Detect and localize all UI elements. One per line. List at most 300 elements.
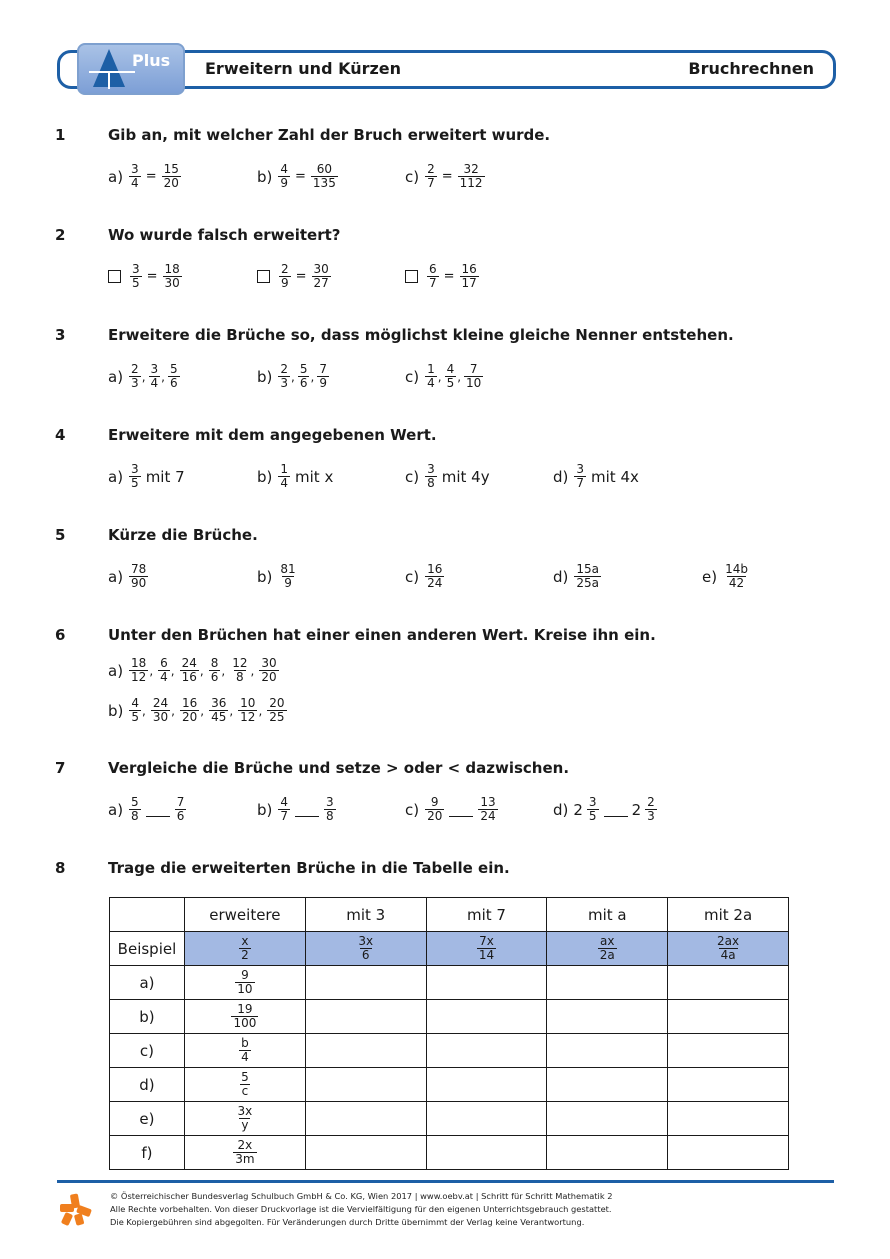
fraction (162, 163, 181, 190)
denominator: 7 (280, 809, 289, 823)
exercise-item (257, 563, 299, 590)
item-text: mit 4y (441, 467, 490, 486)
exercise-item (108, 263, 183, 290)
exercise-item (257, 796, 337, 823)
numerator: 3 (132, 262, 140, 276)
denominator: 5 (588, 809, 597, 823)
numerator: 4 (280, 162, 289, 176)
table-row (110, 1136, 789, 1170)
example-cell (668, 932, 789, 966)
comma: , (149, 664, 154, 678)
comma: , (221, 664, 226, 678)
numerator: 4 (131, 696, 140, 710)
fraction (425, 563, 444, 590)
table-row (110, 1102, 789, 1136)
denominator: 6 (361, 948, 370, 962)
answer-cell[interactable] (426, 1102, 547, 1136)
numerator: 9 (430, 795, 439, 809)
fraction (425, 463, 437, 490)
denominator: 10 (466, 376, 482, 390)
answer-cell[interactable] (305, 1136, 426, 1170)
denominator: 9 (284, 576, 292, 590)
numerator: 7 (469, 362, 478, 376)
denominator: 20 (181, 710, 198, 724)
item-label: b) (257, 167, 273, 186)
comma: , (258, 704, 263, 718)
denominator: 9 (281, 276, 289, 290)
numerator: 2 (427, 162, 435, 176)
numerator: 12 (232, 656, 248, 670)
fraction (356, 935, 375, 962)
denominator: 8 (326, 809, 334, 823)
publisher-logo-icon (58, 1192, 92, 1226)
exercise-item (405, 563, 445, 590)
numerator: 30 (261, 656, 277, 670)
fraction (129, 657, 148, 684)
fraction (723, 563, 750, 590)
task-text: Gib an, mit welcher Zahl der Bruch erweitert wurde. (108, 126, 551, 144)
denominator: 90 (131, 576, 147, 590)
denominator: 24 (480, 809, 496, 823)
numerator: 3 (588, 795, 597, 809)
denominator: 5 (446, 376, 455, 390)
table-row (110, 1068, 789, 1102)
fraction (324, 796, 336, 823)
item-label: a) (108, 567, 124, 586)
table-example-row (110, 932, 789, 966)
fraction (151, 697, 170, 724)
numerator: 20 (269, 696, 285, 710)
answer-cell[interactable] (426, 966, 547, 1000)
denominator: 45 (211, 710, 227, 724)
numerator: 6 (429, 262, 437, 276)
checkbox[interactable] (405, 270, 418, 283)
numerator: 7 (319, 362, 327, 376)
numerator: 3 (131, 462, 139, 476)
denominator: 24 (427, 576, 443, 590)
numerator: 24 (181, 656, 197, 670)
fraction (230, 657, 249, 684)
denominator: 7 (576, 476, 585, 490)
answer-cell[interactable] (305, 1068, 426, 1102)
denominator: c (241, 1084, 249, 1098)
fraction (460, 263, 479, 290)
denominator: 12 (131, 670, 147, 684)
item-label: d) (553, 567, 569, 586)
exercise-item (405, 463, 490, 490)
item-label: b) (257, 467, 273, 486)
table-header-row (110, 898, 789, 932)
numerator: 5 (131, 795, 139, 809)
fraction (180, 697, 199, 724)
numerator: 3x (237, 1104, 253, 1118)
item-label: a) (108, 367, 124, 386)
denominator: 7 (427, 176, 435, 190)
table-header-cell (110, 898, 185, 932)
table-row (110, 1000, 789, 1034)
worksheet-title: Erweitern und Kürzen (205, 59, 402, 78)
fraction (239, 1037, 251, 1064)
task-number: 2 (55, 226, 66, 244)
fraction (279, 263, 291, 290)
item-label: c) (405, 367, 420, 386)
fraction (312, 263, 331, 290)
fraction (425, 363, 437, 390)
exercise-item (108, 563, 149, 590)
answer-cell[interactable] (547, 1034, 668, 1068)
numerator: 10 (240, 696, 256, 710)
fraction (645, 796, 657, 823)
item-label: c) (405, 567, 420, 586)
row-label: c) (110, 1034, 185, 1068)
answer-cell[interactable] (668, 966, 789, 1000)
exercise-item (257, 163, 339, 190)
fraction (236, 1105, 255, 1132)
row-label: d) (110, 1068, 185, 1102)
answer-cell[interactable] (547, 1068, 668, 1102)
denominator: 10 (237, 982, 253, 996)
fraction (129, 463, 141, 490)
fraction (158, 657, 170, 684)
denominator: 6 (210, 670, 219, 684)
fraction (278, 163, 290, 190)
answer-cell[interactable] (305, 1000, 426, 1034)
checkbox[interactable] (257, 270, 270, 283)
example-cell (305, 932, 426, 966)
numerator: 6 (160, 656, 168, 670)
denominator: 135 (312, 176, 336, 190)
item-text: mit 4x (591, 467, 639, 486)
numerator: 5 (299, 362, 308, 376)
table-row (110, 1034, 789, 1068)
numerator: b (241, 1036, 249, 1050)
row-label: e) (110, 1102, 185, 1136)
footer-line (57, 1180, 834, 1183)
denominator: 8 (131, 809, 139, 823)
comma: , (199, 664, 204, 678)
item-label: b) (257, 367, 273, 386)
denominator: 3 (280, 376, 289, 390)
denominator: 6 (299, 376, 308, 390)
denominator: 9 (319, 376, 327, 390)
denominator: 4 (427, 376, 435, 390)
whole-number: 2 (631, 800, 642, 819)
comma: , (161, 370, 165, 384)
fraction (478, 796, 497, 823)
answer-cell[interactable] (668, 1136, 789, 1170)
denominator: 8 (236, 670, 244, 684)
table-row (110, 966, 789, 1000)
row-fraction-cell (184, 1034, 305, 1068)
numerator: 13 (480, 795, 496, 809)
denominator: 3 (131, 376, 139, 390)
equals-sign: = (146, 269, 158, 284)
answer-cell[interactable] (426, 1034, 547, 1068)
answer-cell[interactable] (426, 1068, 547, 1102)
task-number: 4 (55, 426, 66, 444)
checkbox[interactable] (108, 270, 121, 283)
comma: , (457, 370, 462, 384)
numerator: 81 (280, 562, 296, 576)
denominator: 112 (459, 176, 483, 190)
fraction (235, 969, 254, 996)
row-fraction-cell (184, 1102, 305, 1136)
numerator: 2 (131, 362, 139, 376)
denominator: 5 (132, 276, 140, 290)
numerator: 1 (280, 462, 289, 476)
task-text: Unter den Brüchen hat einer einen anderen Wert. Kreise ihn ein. (108, 626, 656, 644)
task-number: 8 (55, 859, 66, 877)
denominator: 4a (720, 948, 736, 962)
fraction (129, 363, 141, 390)
fraction (278, 796, 290, 823)
denominator: 4 (150, 376, 159, 390)
numerator: 2x (237, 1138, 253, 1152)
comma: , (250, 664, 255, 678)
exercise-item (108, 697, 288, 724)
item-text: mit 7 (145, 467, 185, 486)
task-number: 6 (55, 626, 66, 644)
numerator: 14b (725, 562, 748, 576)
denominator: 4 (280, 476, 289, 490)
row-fraction-cell (184, 1136, 305, 1170)
denominator: 17 (461, 276, 477, 290)
numerator: 3 (576, 462, 585, 476)
row-fraction-cell (184, 1000, 305, 1034)
equals-sign: = (295, 269, 307, 284)
exercise-item (108, 796, 187, 823)
fraction (278, 363, 290, 390)
answer-cell[interactable] (668, 1034, 789, 1068)
extension-table (109, 897, 789, 1170)
item-label: a) (108, 800, 124, 819)
task-text: Kürze die Brüche. (108, 526, 258, 544)
logo-label: Plus (132, 51, 171, 70)
denominator: 9 (280, 176, 289, 190)
answer-cell[interactable] (668, 1068, 789, 1102)
numerator: 15 (163, 162, 179, 176)
numerator: 2 (281, 262, 289, 276)
numerator: 3 (131, 162, 139, 176)
denominator: 6 (176, 809, 185, 823)
numerator: x (241, 934, 249, 948)
fraction (574, 563, 601, 590)
answer-cell[interactable] (426, 1000, 547, 1034)
fraction (445, 363, 457, 390)
item-label: b) (257, 567, 273, 586)
whole-number: 2 (573, 800, 583, 819)
fraction (175, 796, 187, 823)
comma: , (310, 370, 315, 384)
denominator: 5 (131, 476, 139, 490)
numerator: 78 (131, 562, 147, 576)
table-header-cell: mit a (547, 898, 668, 932)
fraction (209, 657, 221, 684)
task-text: Vergleiche die Brüche und setze > oder < dazwischen. (108, 759, 570, 777)
numerator: 36 (211, 696, 227, 710)
task-number: 3 (55, 326, 66, 344)
fraction (587, 796, 599, 823)
table-header-cell: mit 3 (305, 898, 426, 932)
exercise-item (553, 796, 658, 823)
item-label: d) (553, 467, 569, 486)
comma: , (171, 704, 175, 718)
comma: , (200, 704, 205, 718)
fraction (238, 697, 257, 724)
numerator: 5 (169, 362, 178, 376)
item-label: a) (108, 661, 124, 680)
answer-cell[interactable] (305, 966, 426, 1000)
comma: , (170, 664, 175, 678)
numerator: 24 (152, 696, 169, 710)
footer-text (110, 1190, 613, 1229)
denominator: 16 (181, 670, 197, 684)
numerator: 16 (461, 262, 477, 276)
numerator: 4 (280, 795, 289, 809)
task-text: Wo wurde falsch erweitert? (108, 226, 341, 244)
denominator: 12 (240, 710, 256, 724)
numerator: 7x (479, 934, 494, 948)
exercise-item (405, 363, 484, 390)
answer-cell[interactable] (305, 1034, 426, 1068)
fraction (574, 463, 586, 490)
task-number: 7 (55, 759, 66, 777)
fraction (598, 935, 617, 962)
fraction (239, 1071, 251, 1098)
comma: , (229, 704, 234, 718)
fraction (458, 163, 485, 190)
exercise-item (108, 463, 185, 490)
denominator: 2a (599, 948, 615, 962)
footer-line-2: Alle Rechte vorbehalten. Von dieser Druckvorlage ist die Vervielfältigung für den eigenen Unterrichtsgebrauch gestattet. (110, 1204, 612, 1214)
numerator: 8 (210, 656, 219, 670)
item-label: e) (702, 567, 718, 586)
row-fraction-cell (184, 966, 305, 1000)
fraction (239, 935, 251, 962)
example-cell (547, 932, 668, 966)
answer-cell[interactable] (668, 1102, 789, 1136)
row-label: f) (110, 1136, 185, 1170)
table-header-cell: mit 7 (426, 898, 547, 932)
fraction (425, 796, 444, 823)
item-label: a) (108, 467, 124, 486)
fraction (425, 163, 437, 190)
fraction (149, 363, 161, 390)
fraction (267, 697, 286, 724)
denominator: 20 (427, 809, 443, 823)
numerator: 32 (463, 162, 479, 176)
table-header-cell: mit 2a (668, 898, 789, 932)
task-text: Erweitere die Brüche so, dass möglichst kleine gleiche Nenner entstehen. (108, 326, 734, 344)
task-number: 5 (55, 526, 66, 544)
numerator: 7 (176, 795, 185, 809)
numerator: 18 (164, 262, 180, 276)
fraction (129, 163, 141, 190)
task-text: Erweitere mit dem angegebenen Wert. (108, 426, 437, 444)
fraction (259, 657, 278, 684)
answer-cell[interactable] (547, 1136, 668, 1170)
exercise-item (108, 163, 182, 190)
numerator: 2 (280, 362, 289, 376)
equals-sign: = (441, 169, 453, 184)
fraction (130, 263, 142, 290)
numerator: 3x (358, 934, 374, 948)
fraction (129, 697, 141, 724)
fraction (163, 263, 182, 290)
task-text: Trage die erweiterten Brüche in die Tabelle ein. (108, 859, 510, 877)
answer-cell[interactable] (547, 1102, 668, 1136)
example-cell (184, 932, 305, 966)
answer-cell[interactable] (305, 1102, 426, 1136)
fraction (427, 263, 439, 290)
denominator: 4 (241, 1050, 249, 1064)
denominator: 30 (152, 710, 169, 724)
comparison-blank[interactable] (295, 816, 319, 817)
numerator: 9 (241, 968, 249, 982)
fraction (298, 363, 310, 390)
fraction (477, 935, 496, 962)
denominator: 42 (728, 576, 745, 590)
fraction (231, 1003, 258, 1030)
numerator: 16 (427, 562, 443, 576)
item-label: b) (108, 701, 124, 720)
numerator: 2 (647, 795, 655, 809)
numerator: 1 (427, 362, 435, 376)
fraction (464, 363, 483, 390)
comma: , (437, 370, 442, 384)
fraction (129, 563, 148, 590)
exercise-item (553, 463, 639, 490)
exercise-item (257, 463, 333, 490)
numerator: 3 (326, 795, 334, 809)
denominator: 20 (261, 670, 277, 684)
numerator: ax (600, 934, 615, 948)
denominator: 5 (131, 710, 140, 724)
denominator: 27 (313, 276, 329, 290)
denominator: 3 (647, 809, 655, 823)
comma: , (141, 370, 146, 384)
comparison-blank[interactable] (449, 816, 473, 817)
fraction (180, 657, 199, 684)
denominator: 4 (160, 670, 168, 684)
fraction (168, 363, 180, 390)
comparison-blank[interactable] (146, 816, 170, 817)
answer-cell[interactable] (547, 1000, 668, 1034)
comparison-blank[interactable] (604, 816, 628, 817)
row-label: a) (110, 966, 185, 1000)
numerator: 3 (150, 362, 159, 376)
answer-cell[interactable] (547, 966, 668, 1000)
fraction (233, 1139, 256, 1166)
denominator: y (241, 1118, 249, 1132)
denominator: 7 (429, 276, 437, 290)
exercise-item (702, 563, 751, 590)
fraction (311, 163, 338, 190)
numerator: 16 (181, 696, 198, 710)
denominator: 8 (427, 476, 435, 490)
plus-logo (77, 43, 185, 95)
section-title: Bruchrechnen (688, 59, 814, 78)
exercise-item (405, 263, 480, 290)
equals-sign: = (145, 169, 157, 184)
fraction (129, 796, 141, 823)
exercise-item (108, 657, 280, 684)
numerator: 5 (241, 1070, 249, 1084)
answer-cell[interactable] (668, 1000, 789, 1034)
task-number: 1 (55, 126, 66, 144)
numerator: 15a (576, 562, 599, 576)
answer-cell[interactable] (426, 1136, 547, 1170)
